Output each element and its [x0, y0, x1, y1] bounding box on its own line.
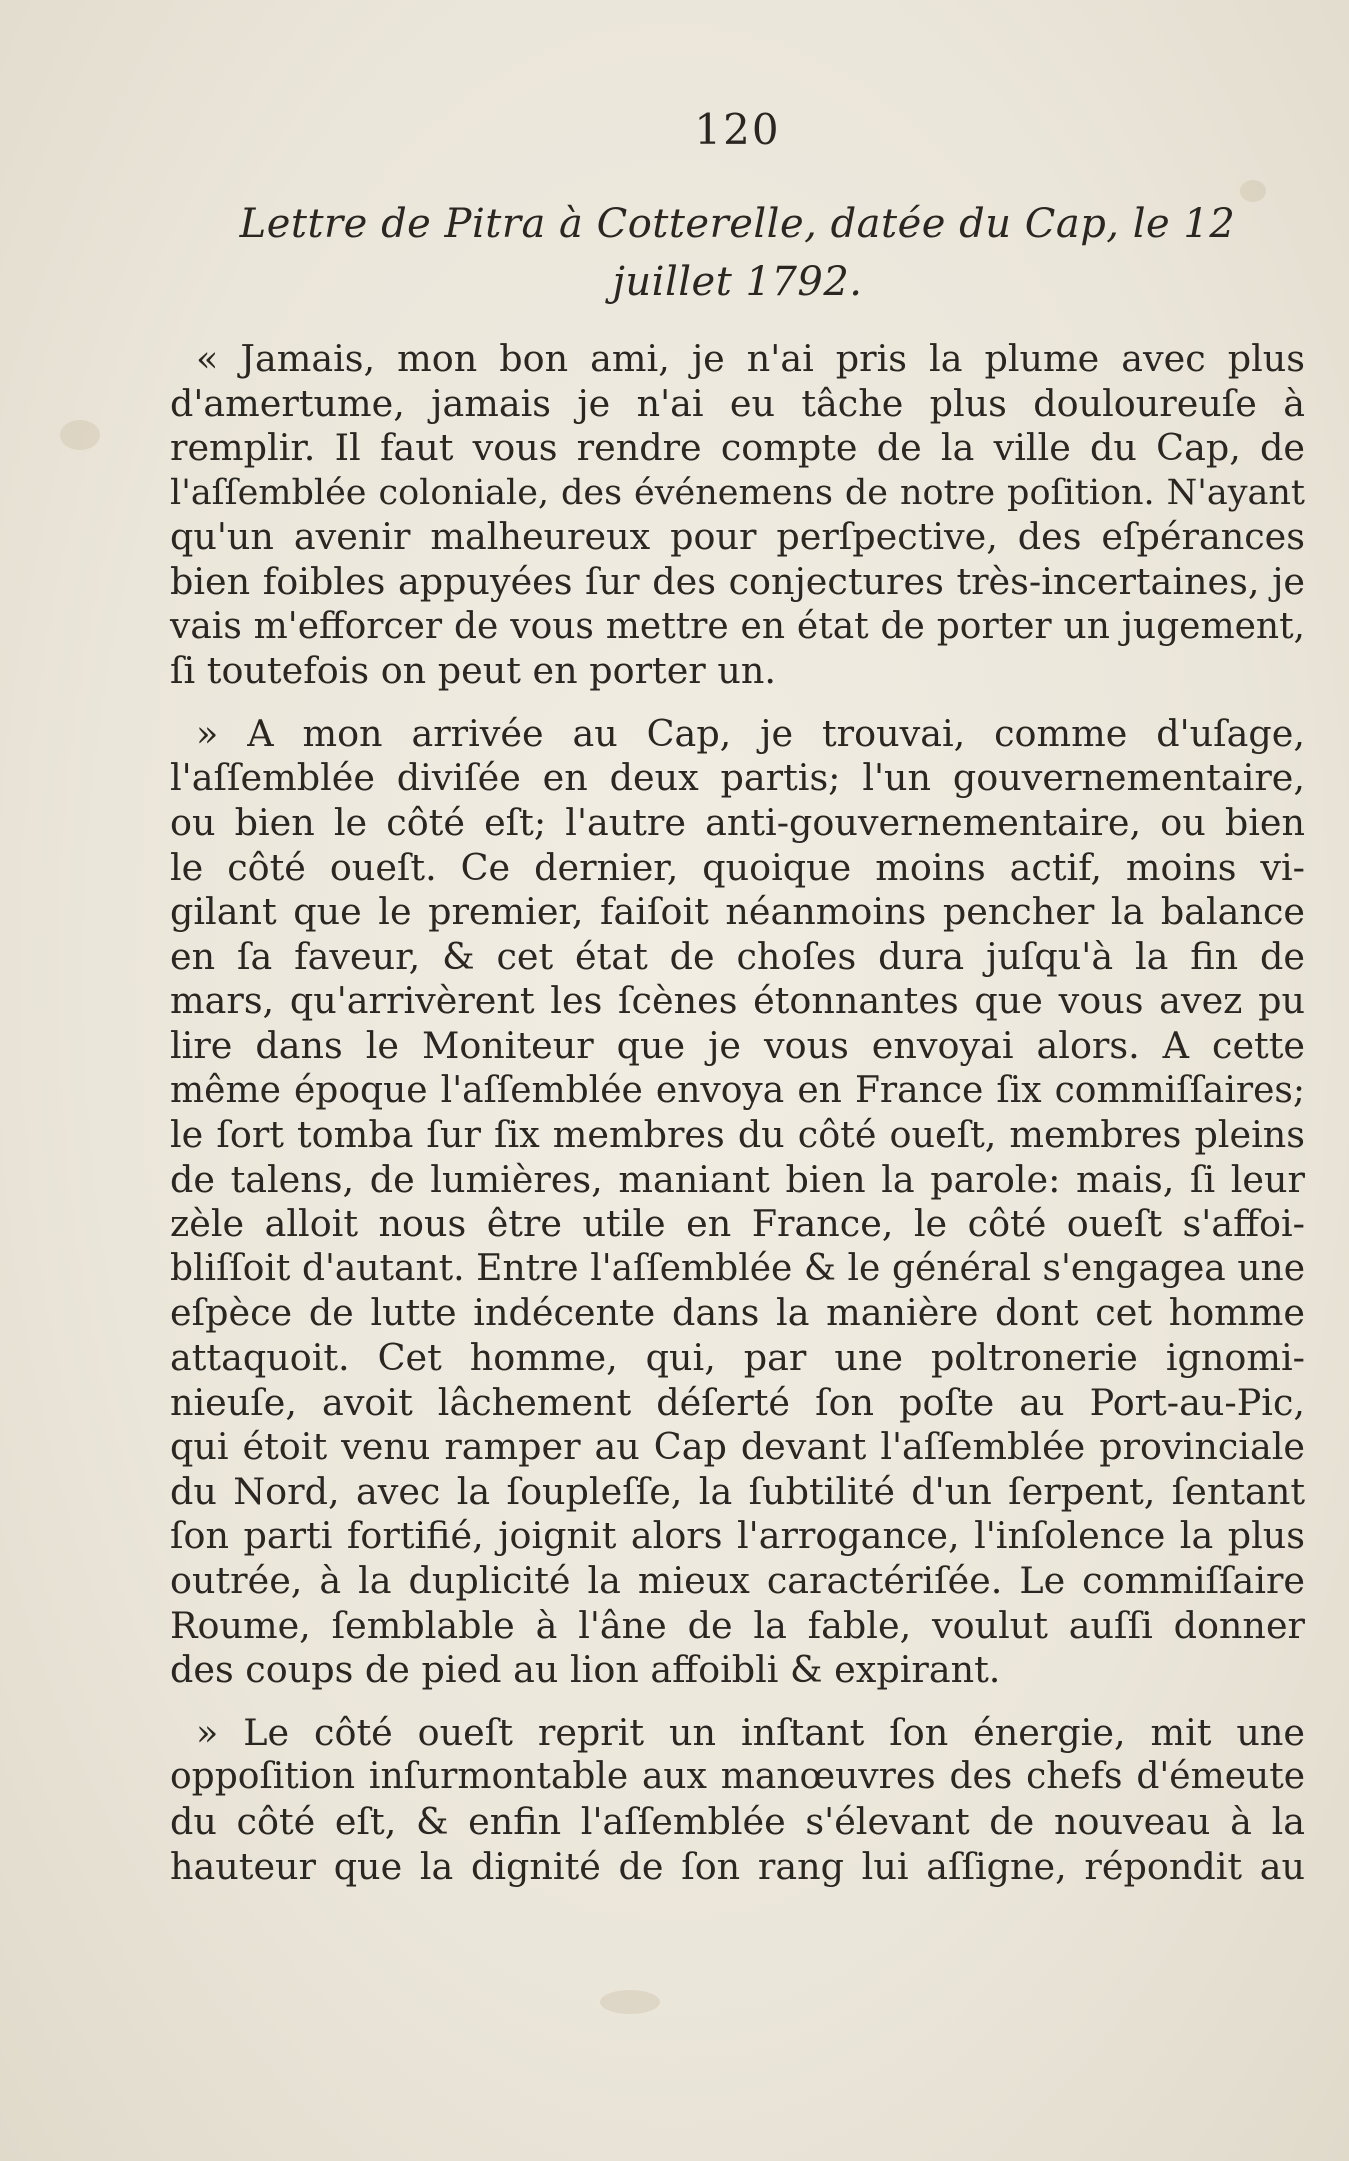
- text-line: Roume, ſemblable à l'âne de la fable, voulut auſſi donner: [170, 1603, 1305, 1647]
- letter-title-line-1: Lettre de Pitra à Cotterelle, datée du Cap, le 12: [239, 201, 1236, 247]
- text-line: » Le côté oueſt reprit un inſtant ſon énergie, mit une: [196, 1710, 1305, 1754]
- text-line: » A mon arrivée au Cap, je trouvai, comme d'uſage,: [196, 711, 1305, 755]
- text-line: hauteur que la dignité de ſon rang lui aſſigne, répondit au: [170, 1844, 1305, 1888]
- text-line: l'aſſemblée coloniale, des événemens de notre poſition. N'ayant: [170, 472, 1305, 513]
- paragraph-2: [170, 712, 1305, 1693]
- text-line: même époque l'aſſemblée envoya en France ſix commiſſaires;: [170, 1069, 1305, 1111]
- text-line: qu'un avenir malheureux pour perſpective, des eſpérances: [170, 515, 1305, 559]
- text-line: attaquoit. Cet homme, qui, par une poltronerie ignomi-: [170, 1336, 1305, 1380]
- text-line: des coups de pied au lion affoibli & expirant.: [170, 1648, 1001, 1692]
- paper-stain: [600, 1990, 660, 2014]
- text-line: bien foibles appuyées ſur des conjectures très-incertaines, je: [170, 559, 1305, 603]
- text-line: ſon parti fortifié, joignit alors l'arrogance, l'inſolence la plus: [170, 1514, 1305, 1558]
- paper-stain: [60, 420, 100, 450]
- text-line: qui étoit venu ramper au Cap devant l'aſſemblée provinciale: [170, 1425, 1305, 1469]
- text-line: remplir. Il faut vous rendre compte de la ville du Cap, de: [170, 426, 1305, 470]
- text-line: d'amertume, jamais je n'ai eu tâche plus douloureuſe à: [170, 381, 1305, 425]
- text-line: vais m'efforcer de vous mettre en état de porter un jugement,: [170, 605, 1305, 647]
- text-line: ſi toutefois on peut en porter un.: [170, 649, 776, 693]
- text-line: en ſa faveur, & cet état de choſes dura juſqu'à la fin de: [170, 934, 1305, 978]
- text-line: lire dans le Moniteur que je vous envoyai alors. A cette: [170, 1023, 1305, 1067]
- letter-title: [170, 195, 1305, 311]
- paragraph-3: [170, 1711, 1305, 1889]
- page-text: [170, 100, 1305, 1889]
- page-number: 120: [694, 105, 781, 154]
- text-line: mars, qu'arrivèrent les ſcènes étonnantes que vous avez pu: [170, 979, 1305, 1023]
- text-line: l'aſſemblée diviſée en deux partis; l'un gouvernementaire,: [170, 756, 1305, 800]
- text-line: le côté oueſt. Ce dernier, quoique moins actif, moins vi-: [170, 845, 1305, 889]
- paragraph-1: [170, 337, 1305, 694]
- text-line: oppoſition inſurmontable aux manœuvres des chefs d'émeute: [170, 1756, 1305, 1798]
- text-line: le ſort tomba ſur ſix membres du côté oueſt, membres pleins: [170, 1113, 1305, 1157]
- text-line: eſpèce de lutte indécente dans la manière dont cet homme: [170, 1291, 1305, 1335]
- text-line: zèle alloit nous être utile en France, le côté oueſt s'affoi-: [170, 1202, 1305, 1246]
- text-line: outrée, à la duplicité la mieux caractériſée. Le commiſſaire: [170, 1559, 1305, 1603]
- text-line: de talens, de lumières, maniant bien la parole: mais, ſi leur: [170, 1157, 1305, 1201]
- text-line: « Jamais, mon bon ami, je n'ai pris la plume avec plus: [196, 337, 1305, 380]
- text-line: bliſſoit d'autant. Entre l'aſſemblée & le général s'engagea une: [170, 1247, 1305, 1289]
- text-line: du côté eſt, & enfin l'aſſemblée s'élevant de nouveau à la: [170, 1800, 1305, 1843]
- text-line: ou bien le côté eſt; l'autre anti-gouvernementaire, ou bien: [170, 800, 1305, 844]
- letter-title-line-2: juillet 1792.: [612, 259, 863, 305]
- text-line: du Nord, avec la ſoupleſſe, la ſubtilité d'un ſerpent, ſentant: [170, 1469, 1305, 1513]
- text-line: gilant que le premier, faiſoit néanmoins pencher la balance: [170, 890, 1305, 934]
- text-line: nieuſe, avoit lâchement déſerté ſon poſte au Port-au-Pic,: [170, 1380, 1305, 1424]
